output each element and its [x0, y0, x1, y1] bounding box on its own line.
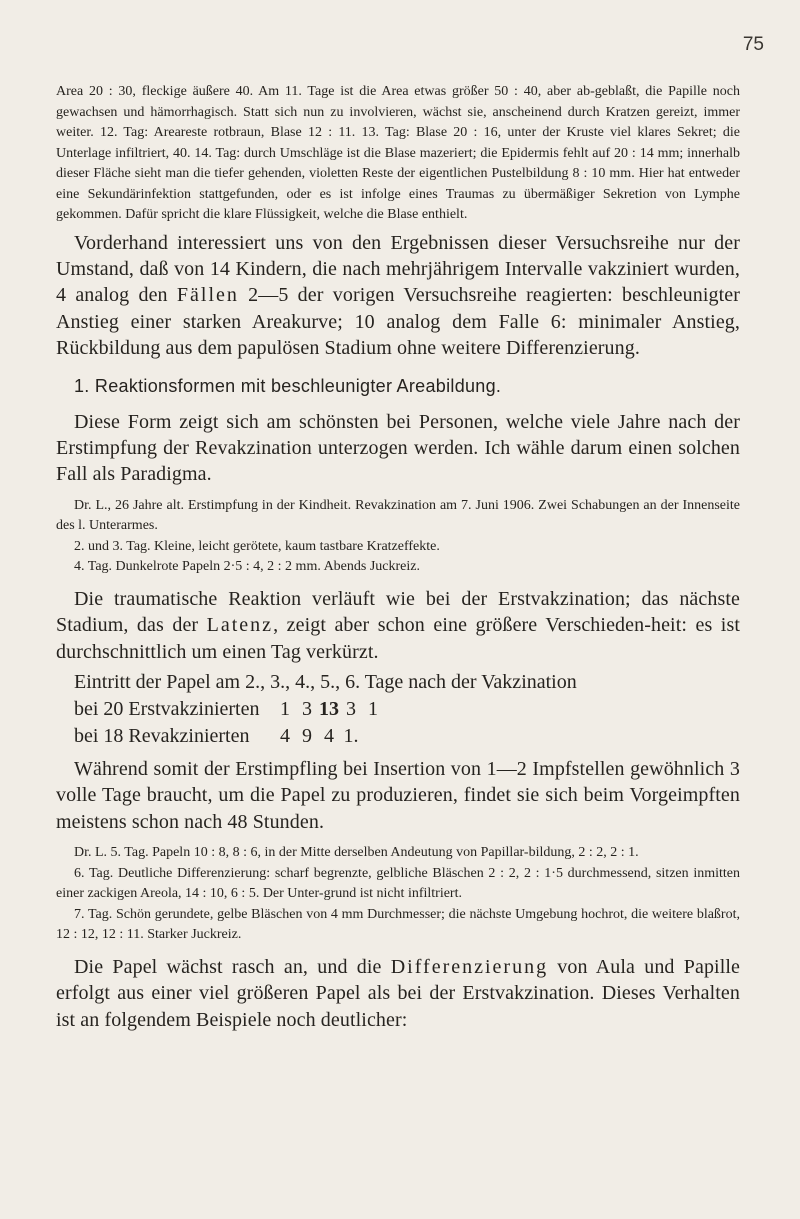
table-row: bei 20 Erstvakzinierten 1 3 13 3 1 [74, 697, 378, 720]
case-continuation-paragraph: Area 20 : 30, fleckige äußere 40. Am 11. Tage ist die Area etwas größer 50 : 40, aber ab-geblaßt, die Papille noch gewachsen und hämorrhagisch. Statt sich nun zu involvieren, wächst sie, anscheinend durch Kratzen gereizt, immer weiter. 12. Tag: Areareste rotbraun, Blase 12 : 11. 13. Tag: Blase 20 : 16, unter der Kruste viel klares Sekret; die Unterlage infiltriert, 40. 14. Tag: durch Umschläge ist die Blase mazeriert; die Epidermis fehlt auf 20 : 14 mm; innerhalb dieser Fläche sieht man die tiefer gehenden, violetten Reste der eigentlichen Pustelbildung 8 : 10 mm. Hier hat entweder eine Sekundärinfektion stattgefunden, oder es ist infolge eines Traumas zu übermäßiger Sekretion von Lymphe gekommen. Dafür spricht die klare Flüssigkeit, welche die Blase enthielt. [56, 84, 740, 222]
comparison-paragraph: Während somit der Erstimpfling bei Insertion von 1—2 Impfstellen gewöhnlich 3 volle Tage braucht, um die Papel zu produzieren, findet sie sich beim Vorgeimpften meistens schon nach 48 Stunden. [56, 757, 740, 833]
case-note: Dr. L., 26 Jahre alt. Erstimpfung in der Kindheit. Revakzination am 7. Juni 1906. Zwei Schabungen an der Innenseite des l. Unterarmes. [56, 497, 740, 534]
summary-paragraph: Vorderhand interessiert uns von den Ergebnissen dieser Versuchsreihe nur der Umstand, daß von 14 Kindern, die nach mehrjährigem Intervalle vakziniert wurden, 4 analog den Fällen 2—5 der vorigen Versuchsreihe reagierten: beschleunigter Anstieg einer starken Areakurve; 10 analog dem Falle 6: minimaler Anstieg, Rückbildung aus dem papulösen Stadium ohne weitere Differenzierung. [56, 231, 740, 360]
case-note: 6. Tag. Deutliche Differenzierung: scharf begrenzte, gelbliche Bläschen 2 : 2, 2 : 1·5 durchmessend, sitzen inmitten einer zackigen Areola, 14 : 10, 6 : 5. Der Unter-grund ist nicht infiltriert. [56, 865, 740, 902]
spaced-emphasis: Differenzierung [390, 955, 549, 978]
case-note: 2. und 3. Tag. Kleine, leicht gerötete, kaum tastbare Kratzeffekte. [74, 538, 440, 554]
closing-paragraph: Die Papel wächst rasch an, und die Differenzierung von Aula und Papille erfolgt aus einer viel größeren Papel als bei der Erstvakzination. Dieses Verhalten ist an folgendem Beispiele noch deutlicher: [56, 955, 740, 1031]
table-header: Eintritt der Papel am 2., 3., 4., 5., 6. Tage nach der Vakzination [74, 670, 577, 693]
text-column [56, 82, 740, 1033]
latency-paragraph: Die traumatische Reaktion verläuft wie bei der Erstvakzination; das nächste Stadium, das der Latenz, zeigt aber schon eine größere Verschieden-heit: es ist durchschnittlich um einen Tag verkürzt. [56, 587, 740, 663]
page-number: 75 [742, 34, 764, 55]
case-note: 7. Tag. Schön gerundete, gelbe Bläschen von 4 mm Durchmesser; die nächste Umgebung hochrot, die weitere blaßrot, 12 : 12, 12 : 11. Starker Juckreiz. [56, 906, 740, 943]
table-row: bei 18 Revakzinierten 4 9 4 1. [74, 724, 359, 747]
spaced-emphasis: Latenz [206, 614, 274, 637]
case-note: Dr. L. 5. Tag. Papeln 10 : 8, 8 : 6, in der Mitte derselben Andeutung von Papillar-bildung, 2 : 2, 2 : 1. [74, 845, 639, 861]
section-heading: 1. Reaktionsformen mit beschleunigter Areabildung. [74, 375, 502, 396]
papule-onset-table [74, 669, 740, 750]
spaced-emphasis: Fällen [176, 284, 239, 307]
intro-paragraph: Diese Form zeigt sich am schönsten bei Personen, welche viele Jahre nach der Erstimpfung der Revakzination unterzogen werden. Ich wähle darum einen solchen Fall als Paradigma. [56, 410, 740, 486]
case-note: 4. Tag. Dunkelrote Papeln 2·5 : 4, 2 : 2 mm. Abends Juckreiz. [74, 559, 420, 575]
